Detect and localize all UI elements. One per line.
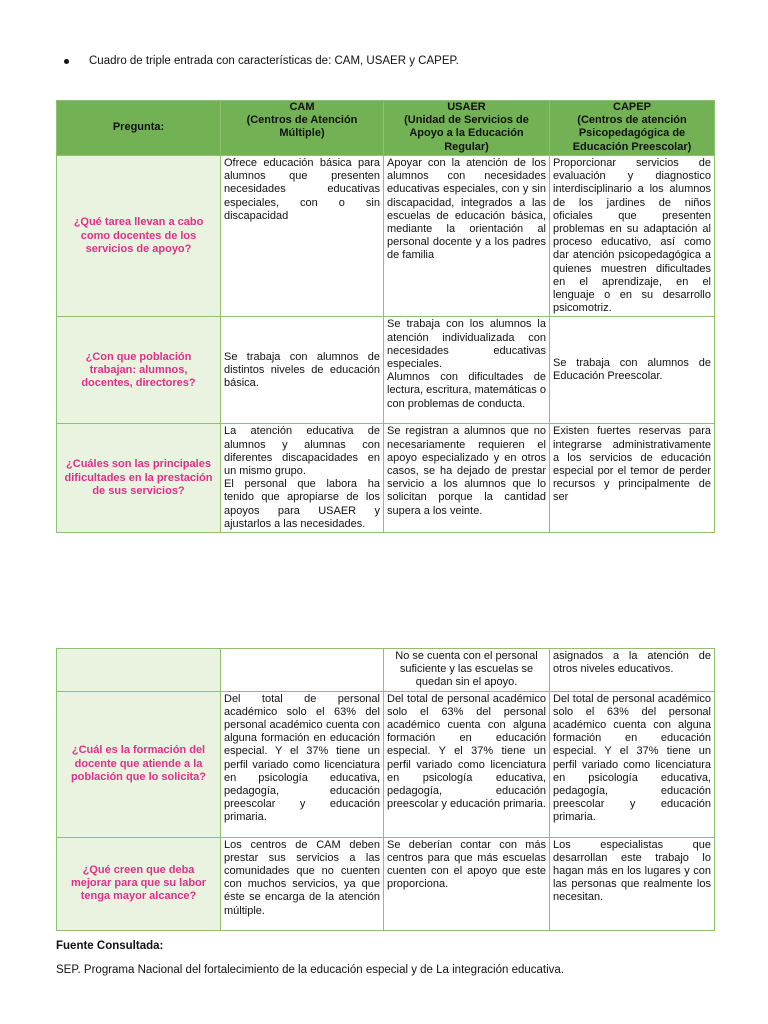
usaer-cell: No se cuenta con el personal suficiente y las escuelas se quedan sin el apoyo.: [384, 649, 550, 692]
table-row: [57, 424, 715, 533]
table-row: [57, 837, 715, 930]
header-usaer: USAER (Unidad de Servicios de Apoyo a la Educación Regular): [384, 101, 550, 156]
usaer-cell: Apoyar con la atención de los alumnos con necesidades educativas especiales, con y sin discapacidad, integrados a las escuelas de educación básica, mediante la orientación al personal docente y a los padres de familia: [384, 156, 550, 317]
table-row-continuation: [57, 649, 715, 692]
capep-cell: Proporcionar servicios de evaluación y diagnostico interdisciplinario a los alumnos de los jardines de niños oficiales que presenten problemas en su adaptación al proceso educativo, así como dar atención psicopedagógica a quienes muestren dificultades en el aprendizaje, en el lenguaje o en su desarrollo psicomotriz.: [550, 156, 715, 317]
source-title: Fuente Consultada:: [56, 940, 164, 952]
capep-cell: asignados a la atención de otros niveles educativos.: [550, 649, 715, 692]
intro-text: Cuadro de triple entrada con características de: CAM, USAER y CAPEP.: [89, 55, 459, 67]
usaer-cell: Se trabaja con los alumnos la atención individualizada con necesidades educativas especiales. Alumnos con dificultades de lectura, escritura, matemáticas o con problemas de conducta.: [384, 317, 550, 424]
usaer-cell: Se registran a alumnos que no necesariamente requieren el apoyo especializado y en otros casos, se ha dejado de prestar servicio a los alumnos que lo solicitan porque la cantidad supera a los veinte.: [384, 424, 550, 533]
capep-cell: Los especialistas que desarrollan este trabajo lo hagan más en los lugares y con las personas que realmente los necesitan.: [550, 837, 715, 930]
comparison-table-part-1: [56, 100, 715, 533]
header-cam: CAM (Centros de Atención Múltiple): [221, 101, 384, 156]
table-row: [57, 317, 715, 424]
table-header-row: [57, 101, 715, 156]
question-cell: ¿Cuáles son las principales dificultades en la prestación de sus servicios?: [57, 424, 221, 533]
cam-cell: [221, 649, 384, 692]
cam-cell: Ofrece educación básica para alumnos que presenten necesidades educativas especiales, con o sin discapacidad: [221, 156, 384, 317]
cam-cell: Del total de personal académico solo el 63% del personal académico cuenta con alguna formación en educación especial. Y el 37% tiene un perfil variado como licenciatura en psicología educativa, pedagogía, educación preescolar y educación primaria.: [221, 691, 384, 837]
table-row: [57, 156, 715, 317]
source-text: SEP. Programa Nacional del fortalecimiento de la educación especial y de La integración educativa.: [56, 964, 565, 976]
table-row: [57, 691, 715, 837]
cam-cell: Los centros de CAM deben prestar sus servicios a las comunidades que no cuenten con muchos servicios, ya que éste se encarga de la atención múltiple.: [221, 837, 384, 930]
capep-cell: Se trabaja con alumnos de Educación Preescolar.: [550, 317, 715, 424]
cam-cell: La atención educativa de alumnos y alumnas con diferentes discapacidades en un mismo grupo. El personal que labora ha tenido que apropiarse de los apoyos para USAER y ajustarlos a las necesidades.: [221, 424, 384, 533]
question-cell: ¿Cuál es la formación del docente que atiende a la población que lo solicita?: [57, 691, 221, 837]
question-cell: ¿Qué creen que deba mejorar para que su labor tenga mayor alcance?: [57, 837, 221, 930]
capep-cell: Existen fuertes reservas para integrarse administrativamente a los servicios de educación especial por el temor de perder recursos y principalmente de ser: [550, 424, 715, 533]
comparison-table-part-2: [56, 648, 715, 931]
header-capep: CAPEP (Centros de atención Psicopedagógica de Educación Preescolar): [550, 101, 715, 156]
bullet-icon: [64, 59, 69, 64]
question-cell: ¿Qué tarea llevan a cabo como docentes de los servicios de apoyo?: [57, 156, 221, 317]
header-question: Pregunta:: [57, 101, 221, 156]
question-cell: ¿Con que población trabajan: alumnos, docentes, directores?: [57, 317, 221, 424]
usaer-cell: Se deberían contar con más centros para que más escuelas cuenten con el apoyo que este proporciona.: [384, 837, 550, 930]
capep-cell: Del total de personal académico solo el 63% del personal académico cuenta con alguna formación en educación especial. Y el 37% tiene un perfil variado como licenciatura en psicología educativa, pedagogía, educación preescolar y educación primaria.: [550, 691, 715, 837]
question-cell: [57, 649, 221, 692]
intro-bullet: [64, 55, 459, 67]
usaer-cell: Del total de personal académico solo el 63% del personal académico cuenta con alguna formación en educación especial. Y el 37% tiene un perfil variado como licenciatura en psicología educativa, pedagogía, educación preescolar y educación primaria.: [384, 691, 550, 837]
cam-cell: Se trabaja con alumnos de distintos niveles de educación básica.: [221, 317, 384, 424]
